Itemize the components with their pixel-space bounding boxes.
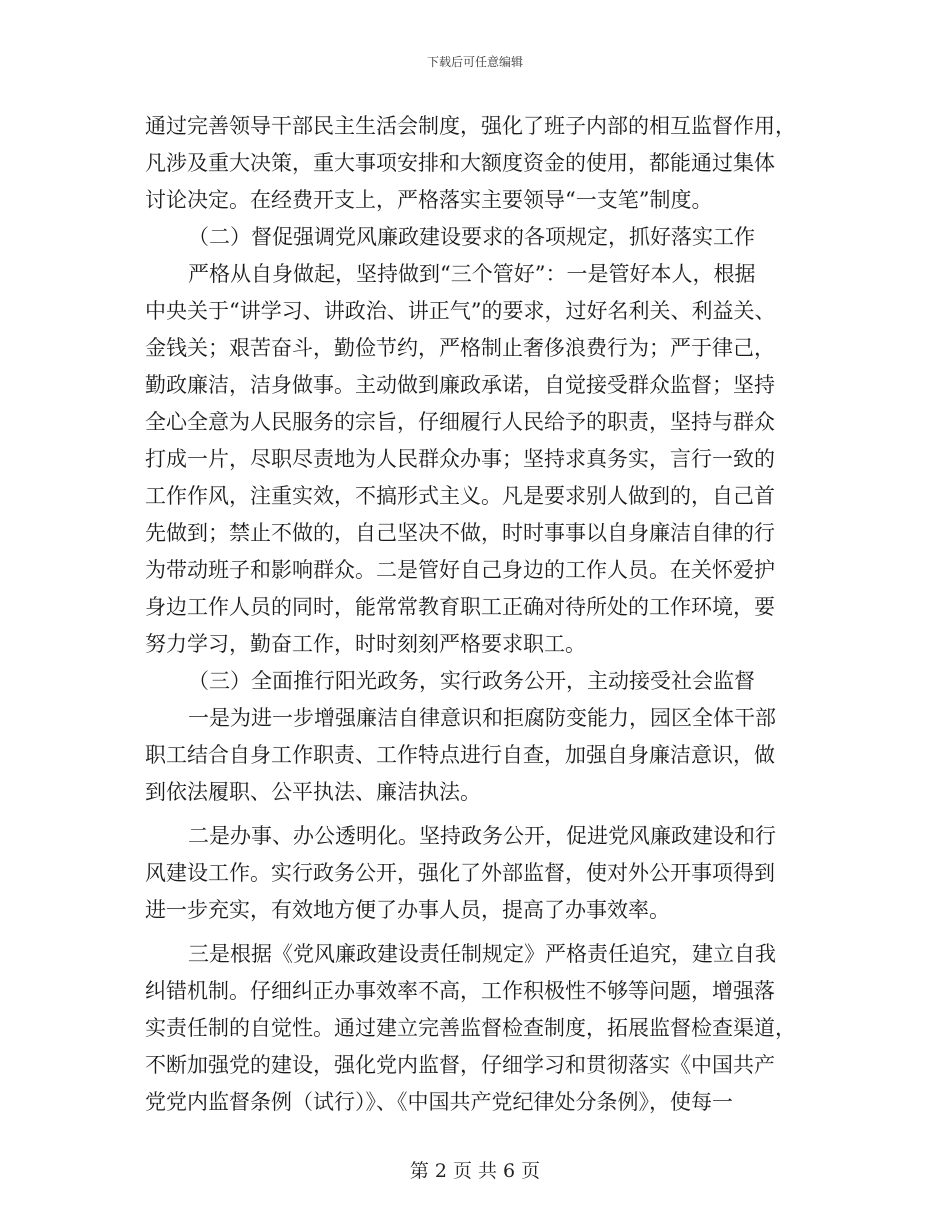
body-line: 党党内监督条例（试行）》、《中国共产党纪律处分条例》，使每一 — [145, 1090, 733, 1114]
body-line: 到依法履职、公平执法、廉洁执法。 — [145, 780, 481, 804]
body-line: 勤政廉洁，洁身做事。主动做到廉政承诺，自觉接受群众监督；坚持 — [145, 373, 775, 397]
body-line: 讨论决定。在经费开支上，严格落实主要领导“一支笔”制度。 — [145, 188, 713, 212]
section-heading: （三）全面推行阳光政务，实行政务公开，主动接受社会监督 — [188, 669, 755, 693]
body-line: 为带动班子和影响群众。二是管好自己身边的工作人员。在关怀爱护 — [145, 558, 775, 582]
body-line: 打成一片，尽职尽责地为人民群众办事；坚持求真务实，言行一致的 — [145, 447, 775, 471]
body-line: 严格从自身做起，坚持做到“三个管好”：一是管好本人，根据 — [188, 262, 756, 286]
body-line: 努力学习，勤奋工作，时时刻刻严格要求职工。 — [145, 632, 586, 656]
body-line: 身边工作人员的同时，能常常教育职工正确对待所处的工作环境，要 — [145, 595, 775, 619]
body-line: 纠错机制。仔细纠正办事效率不高，工作积极性不够等问题，增强落 — [145, 979, 775, 1003]
body-line: 实责任制的自觉性。通过建立完善监督检查制度，拓展监督检查渠道， — [145, 1016, 796, 1040]
body-line: 全心全意为人民服务的宗旨，仔细履行人民给予的职责，坚持与群众 — [145, 410, 775, 434]
page-header: 下载后可任意编辑 — [426, 55, 523, 69]
body-line: 工作作风，注重实效，不搞形式主义。凡是要求别人做到的，自己首 — [145, 484, 775, 508]
page-footer: 第 2 页 共 6 页 — [409, 1160, 541, 1182]
body-line: 先做到；禁止不做的，自己坚决不做，时时事事以自身廉洁自律的行 — [145, 521, 775, 545]
body-line: 职工结合自身工作职责、工作特点进行自查，加强自身廉洁意识，做 — [145, 743, 775, 767]
body-line: 一是为进一步增强廉洁自律意识和拒腐防变能力，园区全体干部 — [188, 706, 776, 730]
body-line: 进一步充实，有效地方便了办事人员，提高了办事效率。 — [145, 898, 670, 922]
body-line: 凡涉及重大决策，重大事项安排和大额度资金的使用，都能通过集体 — [145, 151, 775, 175]
body-line: 中央关于“讲学习、讲政治、讲正气”的要求，过好名利关、利益关、 — [145, 299, 776, 323]
section-heading: （二）督促强调党风廉政建设要求的各项规定，抓好落实工作 — [188, 225, 755, 249]
body-line: 风建设工作。实行政务公开，强化了外部监督，使对外公开事项得到 — [145, 861, 775, 885]
body-line: 通过完善领导干部民主生活会制度，强化了班子内部的相互监督作用， — [145, 114, 796, 138]
body-line: 三是根据《党风廉政建设责任制规定》严格责任追究，建立自我 — [188, 942, 776, 966]
body-line: 二是办事、办公透明化。坚持政务公开，促进党风廉政建设和行 — [188, 824, 776, 848]
body-line: 不断加强党的建设，强化党内监督，仔细学习和贯彻落实《中国共产 — [145, 1053, 775, 1077]
body-line: 金钱关；艰苦奋斗，勤俭节约，严格制止奢侈浪费行为；严于律己， — [145, 336, 775, 360]
